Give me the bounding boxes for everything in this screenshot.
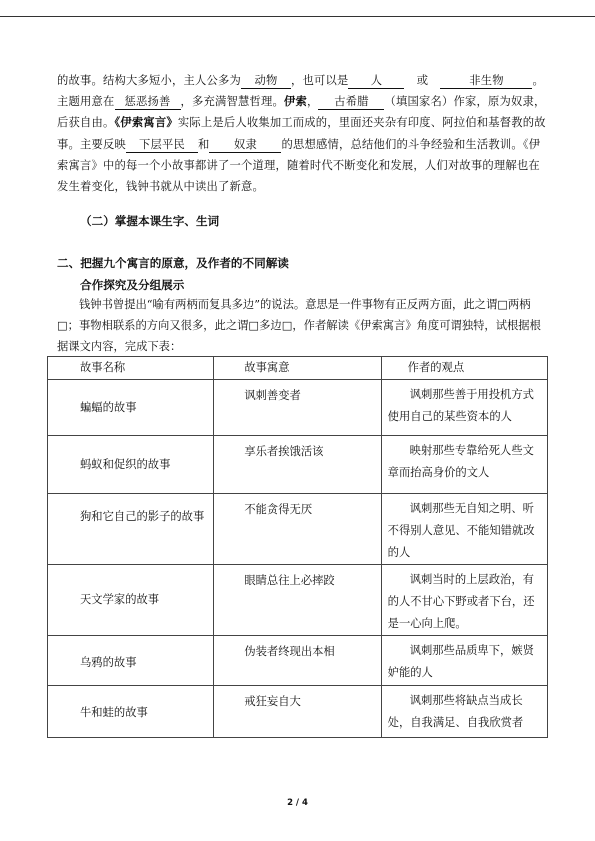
story-meaning: 戒狂妄自大: [244, 695, 301, 708]
text-run: 或: [416, 74, 429, 87]
author-view-cell: [381, 380, 547, 436]
table-row: [48, 494, 548, 565]
story-name-cell: [48, 686, 214, 738]
table-row: [48, 380, 548, 436]
table-row: [48, 636, 548, 686]
story-name: 蝙蝠的故事: [80, 401, 137, 414]
header-label: 故事名称: [80, 361, 126, 374]
story-name: 蚂蚁和促织的故事: [80, 458, 171, 471]
author-view: 讽刺那些品质卑下，嫉贤妒能的人: [387, 644, 534, 679]
story-meaning-cell: [214, 380, 381, 436]
header-cell: [214, 357, 381, 380]
blank-answer-commoners: 下层平民: [126, 138, 198, 153]
text-run: （填国家名）作家，原为奴隶，后获自由。: [57, 95, 546, 130]
story-meaning-cell: [214, 636, 381, 686]
text-run: 实际上是后人收集加工而成的，里面还夹杂有印度、阿拉伯和基督教的故事。主要反映: [57, 116, 546, 151]
page-number: 2 / 4: [287, 798, 308, 808]
story-name-cell: [48, 380, 214, 436]
story-meaning: 享乐者挨饿活该: [244, 445, 324, 458]
fable-table: [47, 356, 548, 738]
book-title: 《伊索寓言》: [114, 115, 178, 130]
table-row: [48, 436, 548, 494]
header-cell: [48, 357, 214, 380]
table-row: [48, 565, 548, 636]
blank-answer-country: 古希腊: [318, 95, 384, 110]
author-name: 伊索: [283, 94, 307, 109]
text-run: 和: [197, 137, 210, 151]
story-name-cell: [48, 636, 214, 686]
header-rule: [0, 16, 595, 17]
text-run: ，多充满智慧哲理。: [180, 95, 284, 109]
table-header-row: [48, 357, 548, 380]
story-meaning: 不能贪得无厌: [244, 503, 313, 516]
story-meaning: 眼睛总往上必摔跤: [244, 574, 335, 587]
author-view: 映射那些专靠给死人些文章而抬高身价的文人: [387, 444, 534, 479]
author-view: 讽刺当时的上层政治，有的人不甘心下野或者下台，还是一心向上爬。: [387, 573, 535, 630]
text-run: 的思想感情，总结他们的斗争经验和生活教训。《伊索寓言》中的每一个小故事都讲了一个道理，随着时代不断变化和发展，人们对故事的理解也在发生着变化，钱钟书就从中读出了新意。: [57, 137, 541, 194]
fable-definition-paragraph: [57, 70, 547, 197]
heading-section-two: 二、把握九个寓言的原意，及作者的不同解读: [57, 256, 289, 270]
text-run: 。主题用意在: [57, 74, 544, 109]
story-name: 天文学家的故事: [80, 593, 160, 606]
author-view: 讽刺那些善于用投机方式使用自己的某些资本的人: [387, 388, 534, 423]
blank-answer-theme: 惩恶扬善: [115, 95, 181, 110]
author-view-cell: [381, 686, 547, 738]
blank-answer-slaves: 奴隶: [209, 138, 281, 153]
story-name-cell: [48, 494, 214, 565]
text-run: ，: [306, 95, 319, 109]
story-meaning: 讽刺善变者: [244, 389, 301, 402]
header-label: 故事寓意: [244, 361, 290, 374]
story-meaning: 伪装者终现出本相: [244, 645, 335, 658]
story-meaning-cell: [214, 494, 381, 565]
story-name-cell: [48, 436, 214, 494]
author-view-cell: [381, 565, 547, 636]
intro-paragraph: 钱钟书曾提出“喻有两柄而复具多边”的说法。意思是一件事物有正反两方面，此之谓□两柄□；事物相联系的方向又很多，此之谓□多边□，作者解读《伊索寓言》角度可谓独特，试根据根据课文内容，完成下表：: [57, 298, 541, 353]
story-name: 乌鸦的故事: [80, 656, 137, 669]
text-run: 的故事。结构大多短小，主人公多为: [57, 74, 241, 87]
story-meaning-cell: [214, 436, 381, 494]
story-meaning-cell: [214, 686, 381, 738]
table-row: [48, 686, 548, 738]
story-meaning-cell: [214, 565, 381, 636]
story-name: 狗和它自己的影子的故事: [80, 510, 205, 523]
blank-answer-person: 人: [348, 74, 404, 89]
story-name-cell: [48, 565, 214, 636]
blank-answer-animal: 动物: [241, 74, 291, 89]
header-label: 作者的观点: [407, 361, 465, 374]
story-name: 牛和蛙的故事: [80, 706, 148, 719]
blank-answer-nonliving: 非生物: [440, 74, 532, 89]
heading-vocabulary: （二）掌握本课生字、生词: [80, 214, 220, 228]
heading-cooperative: 合作探究及分组展示: [80, 278, 185, 292]
author-view: 讽刺那些将缺点当成长处，自我满足、自我欣赏者: [387, 694, 524, 729]
text-run: ，也可以是: [290, 74, 349, 87]
author-view-cell: [381, 636, 547, 686]
author-view-cell: [381, 436, 547, 494]
header-cell: [381, 357, 547, 380]
author-view: 讽刺那些无自知之明、听不得别人意见、不能知错就改的人: [387, 502, 535, 559]
author-view-cell: [381, 494, 547, 565]
